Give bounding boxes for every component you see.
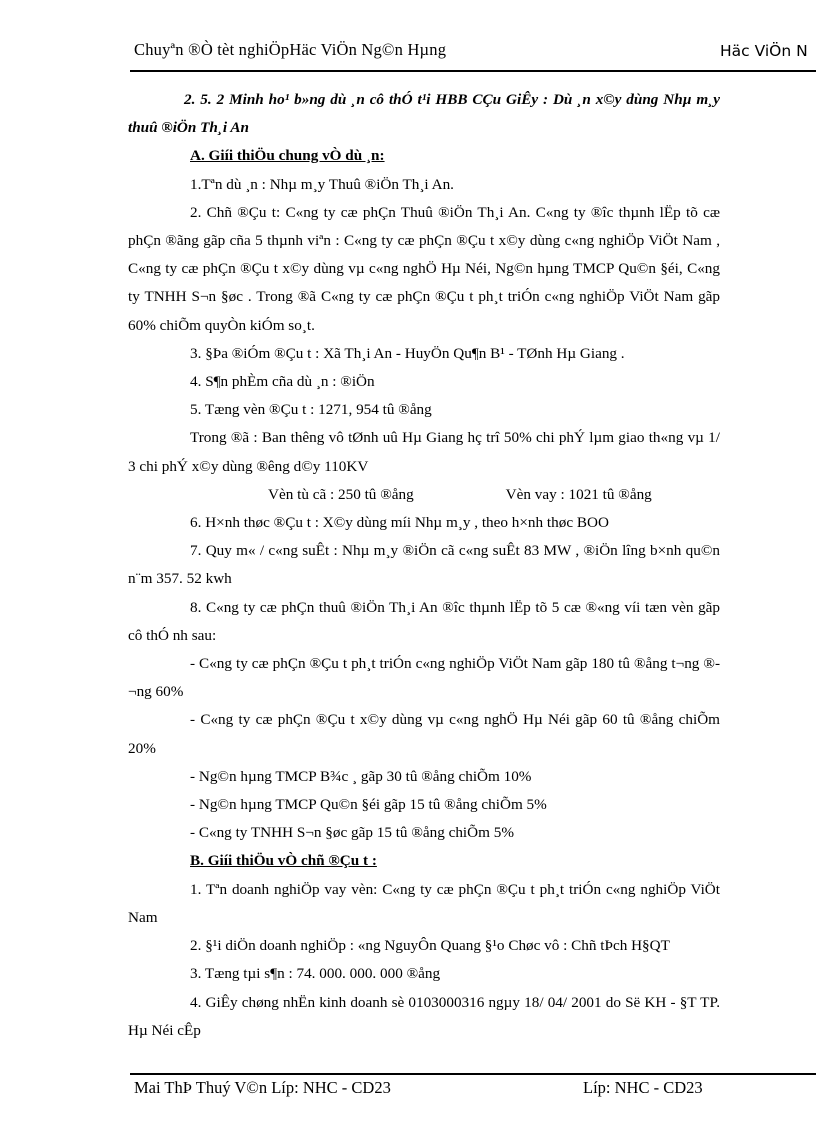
paragraph-10: 1. Tªn doanh nghiÖp vay vèn: C«ng ty cæ phÇn ®Çu t ph¸t triÓn c«ng nghiÖp ViÖt Nam xyxy=(128,880,720,926)
footer-left-text: Mai ThÞ Thuý V©n Líp: NHC - CD23 xyxy=(134,1078,391,1097)
list-item: - Ng©n hµng TMCP B¾c ¸ gãp 30 tû ®ång chiÕm 10% xyxy=(190,767,532,785)
paragraph-8: 7. Quy m« / c«ng suÊt : Nhµ m¸y ®iÖn cã c«ng suÊt 83 MW , ®iÖn lîng b×nh qu©n n¨m 357. 52 kwh xyxy=(128,542,720,588)
paragraph-13: 4. GiÊy chøng nhËn kinh doanh sè 0103000316 ngµy 18/ 04/ 2001 do Së KH - §T TP. Hµ Néi cÊp xyxy=(128,993,720,1039)
paragraph-3: 3. §Þa ®iÓm ®Çu t : Xã Th¸i An - HuyÖn Qu¶n B¹ - TØnh Hµ Giang . xyxy=(190,344,625,362)
header-divider xyxy=(130,70,816,72)
list-item: - C«ng ty TNHH S¬n §øc gãp 15 tû ®ång chiÕm 5% xyxy=(190,824,514,842)
page-header xyxy=(128,40,808,74)
document-title: 2. 5. 2 Minh ho¹ b»ng dù ¸n cô thÓ t¹i HBB CÇu GiÊy : Dù ¸n x©y dùng Nhµ m¸y thuû ®iÖn Th¸i An xyxy=(128,91,720,137)
capital-own: Vèn tù cã : 250 tû ®ång xyxy=(268,485,414,503)
paragraph-12: 3. Tæng tµi s¶n : 74. 000. 000. 000 ®ång xyxy=(190,965,441,983)
list-item: - C«ng ty cæ phÇn ®Çu t ph¸t triÓn c«ng nghiÖp ViÖt Nam gãp 180 tû ®ång t¬ng ®¬ng 60% xyxy=(128,655,720,701)
paragraph-5: 5. Tæng vèn ®Çu t : 1271, 954 tû ®ång xyxy=(190,401,432,419)
footer-divider xyxy=(130,1073,816,1075)
paragraph-1: 1.Tªn dù ¸n : Nhµ m¸y Thuû ®iÖn Th¸i An. xyxy=(190,175,454,193)
footer-right-text: Líp: NHC - CD23 xyxy=(583,1078,703,1097)
header-right-text: Häc ViÖn N xyxy=(720,42,808,60)
page-footer xyxy=(128,1078,720,1106)
paragraph-2: 2. Chñ ®Çu t: C«ng ty cæ phÇn Thuû ®iÖn Th¸i An. C«ng ty ®îc thµnh lËp tõ cæ phÇn ®ãng gãp cña 5 thµnh viªn : C«ng ty cæ phÇn ®Çu t x©y dùng c«ng nghiÖp ViÖt Nam , C«ng ty cæ phÇn ®Çu t x©y dùng vµ c«ng nghÖ Hµ Néi, Ng©n hµng TMCP Qu©n §éi, C«ng ty TNHH S¬n §øc . Trong ®ã C«ng ty cæ phÇn ®Çu t ph¸t triÓn c«ng nghiÖp ViÖt Nam gãp 60% chiÕm quyÒn kiÓm so¸t. xyxy=(128,203,720,334)
header-left-text: Chuyªn ®Ò tèt nghiÖpHäc ViÖn Ng©n Hµng xyxy=(134,40,447,59)
paragraph-4: 4. S¶n phÈm cña dù ¸n : ®iÖn xyxy=(190,373,375,391)
paragraph-6: Trong ®ã : Ban thêng vô tØnh uû Hµ Giang hç trî 50% chi phÝ lµm giao th«ng vµ 1/ 3 chi phÝ x©y dùng ®êng d©y 110KV xyxy=(128,429,720,475)
paragraph-11: 2. §¹i diÖn doanh nghiÖp : «ng NguyÔn Quang §¹o Chøc vô : Chñ tÞch H§QT xyxy=(190,937,670,955)
capital-loan: Vèn vay : 1021 tû ®ång xyxy=(505,485,652,503)
document-body xyxy=(128,86,720,1045)
paragraph-9: 8. C«ng ty cæ phÇn thuû ®iÖn Th¸i An ®îc thµnh lËp tõ 5 cæ ®«ng víi tæn vèn gãp cô thÓ nh sau: xyxy=(128,598,720,644)
capital-line xyxy=(128,481,720,509)
list-item: - Ng©n hµng TMCP Qu©n §éi gãp 15 tû ®ång chiÕm 5% xyxy=(190,796,547,814)
section-a-heading: A. Giíi thiÖu chung vÒ dù ¸n: xyxy=(190,147,385,165)
list-item: - C«ng ty cæ phÇn ®Çu t x©y dùng vµ c«ng nghÖ Hµ Néi gãp 60 tû ®ång chiÕm 20% xyxy=(128,711,720,757)
paragraph-7: 6. H×nh thøc ®Çu t : X©y dùng míi Nhµ m¸y , theo h×nh thøc BOO xyxy=(190,514,609,532)
section-b-heading: B. Giíi thiÖu vÒ chñ ®Çu t : xyxy=(190,852,377,870)
